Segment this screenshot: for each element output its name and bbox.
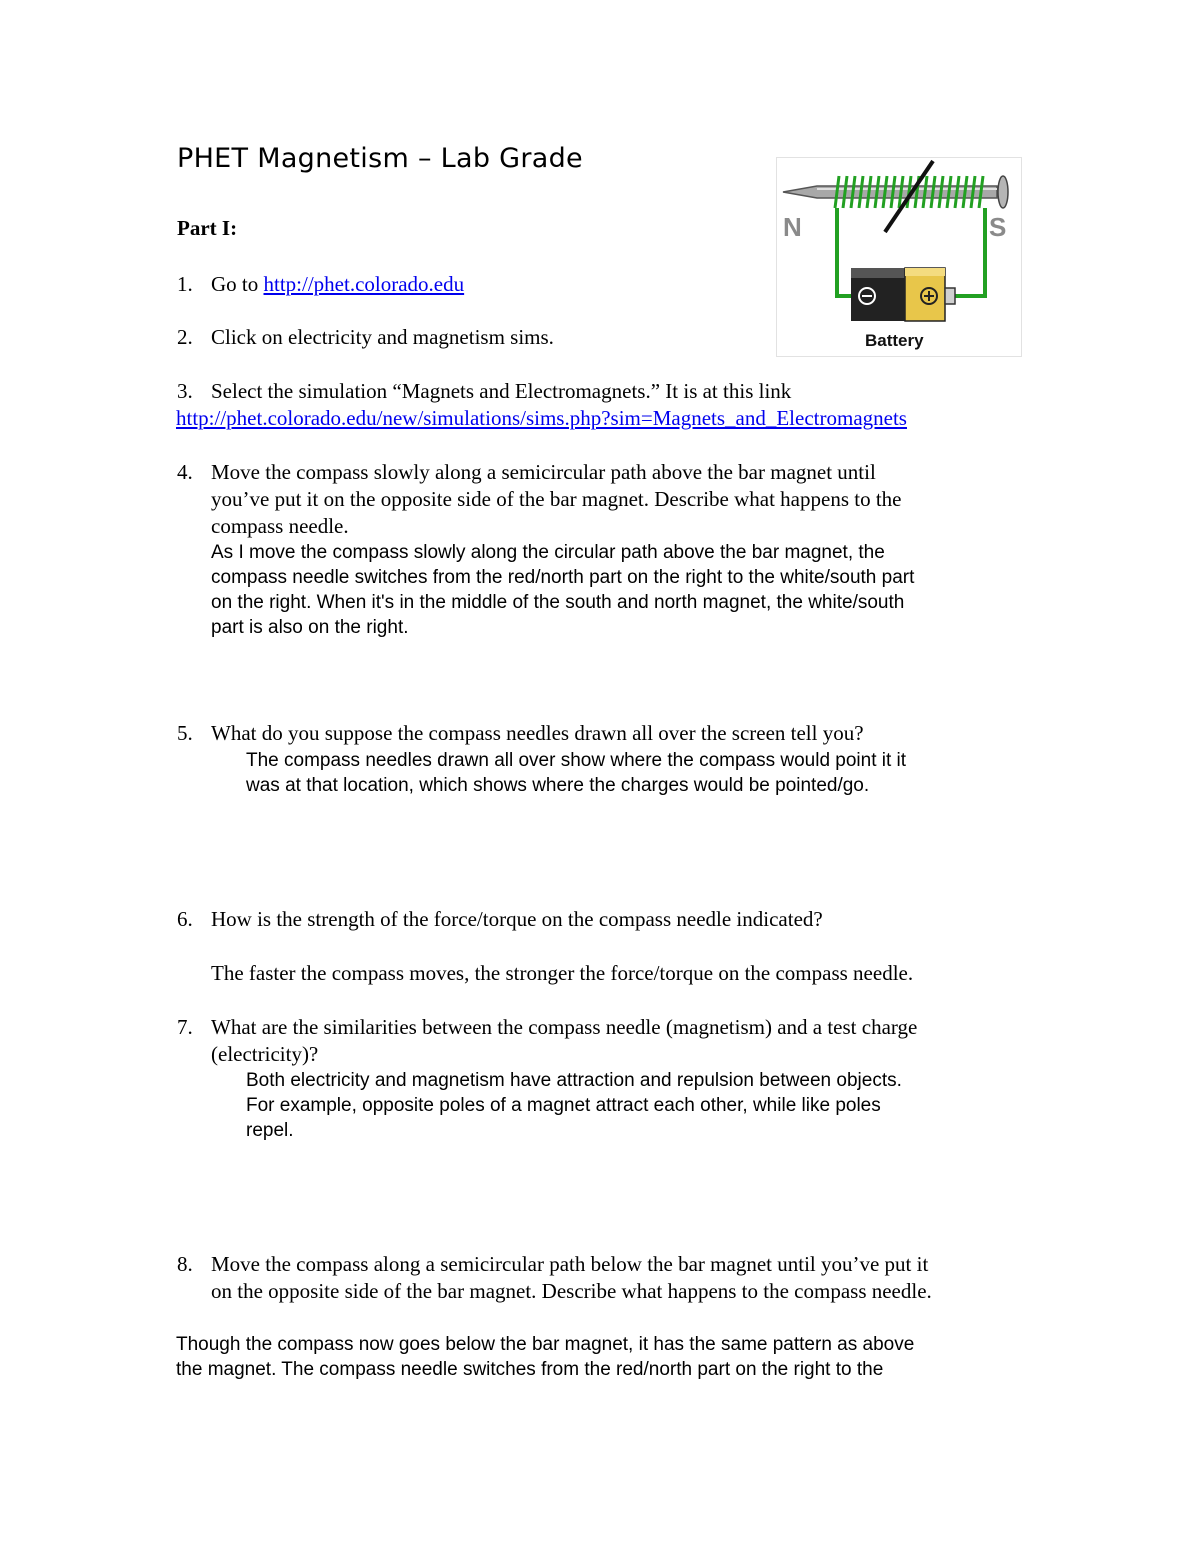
item-number: 1. [177,272,193,296]
question-line: What do you suppose the compass needles drawn all over the screen tell you? [211,721,864,745]
answer-line: For example, opposite poles of a magnet attract each other, while like poles [246,1095,881,1116]
question-line: you’ve put it on the opposite side of the bar magnet. Describe what happens to the [211,487,902,511]
item-number: 7. [177,1015,193,1039]
answer-line: As I move the compass slowly along the circular path above the bar magnet, the [211,542,885,563]
item-number: 6. [177,907,193,931]
answer-line: repel. [246,1120,294,1141]
question-line: Move the compass slowly along a semicircular path above the bar magnet until [211,460,876,484]
item-number: 5. [177,721,193,745]
electromagnet-illustration [777,158,1021,356]
electromagnet-diagram [776,157,1022,357]
question-line: How is the strength of the force/torque on the compass needle indicated? [211,907,823,931]
page-title: PHET Magnetism – Lab Grade [177,143,583,174]
answer-line: on the right. When it's in the middle of the south and north magnet, the white/south [211,592,905,613]
item-text: Click on electricity and magnetism sims. [211,325,554,349]
item-text: Select the simulation “Magnets and Electromagnets.” It is at this link [211,379,792,403]
circuit-wire-right [953,208,985,296]
circuit-wire-left [837,208,852,296]
simulation-link[interactable]: http://phet.colorado.edu/new/simulations/sims.php?sim=Magnets_and_Electromagnets [176,406,907,430]
phet-home-link[interactable]: http://phet.colorado.edu [263,272,465,296]
item-number: 2. [177,325,193,349]
question-line: compass needle. [211,514,349,538]
answer-line: The faster the compass moves, the stronger the force/torque on the compass needle. [211,961,914,985]
question-line: on the opposite side of the bar magnet. Describe what happens to the compass needle. [211,1279,932,1303]
answer-line: part is also on the right. [211,617,409,638]
south-pole-label: S [989,212,1007,242]
item-number: 8. [177,1252,193,1276]
answer-line: compass needle switches from the red/north part on the right to the white/south part [211,567,915,588]
answer-line: The compass needles drawn all over show where the compass would point it it [246,750,907,771]
answer-line: Though the compass now goes below the bar magnet, it has the same pattern as above [176,1334,915,1355]
question-line: (electricity)? [211,1042,319,1066]
item-number: 4. [177,460,193,484]
battery-terminal [945,288,955,304]
part-heading: Part I: [177,216,238,240]
item-text: Go to [211,272,264,296]
question-line: What are the similarities between the compass needle (magnetism) and a test charge [211,1015,918,1039]
answer-line: the magnet. The compass needle switches from the red/north part on the right to the [176,1359,884,1380]
item-number: 3. [177,379,193,403]
answer-line: Both electricity and magnetism have attraction and repulsion between objects. [246,1070,902,1091]
answer-line: was at that location, which shows where the charges would be pointed/go. [246,775,870,796]
battery-label: Battery [865,331,924,350]
question-line: Move the compass along a semicircular path below the bar magnet until you’ve put it [211,1252,929,1276]
north-pole-label: N [783,212,802,242]
battery [851,268,955,321]
